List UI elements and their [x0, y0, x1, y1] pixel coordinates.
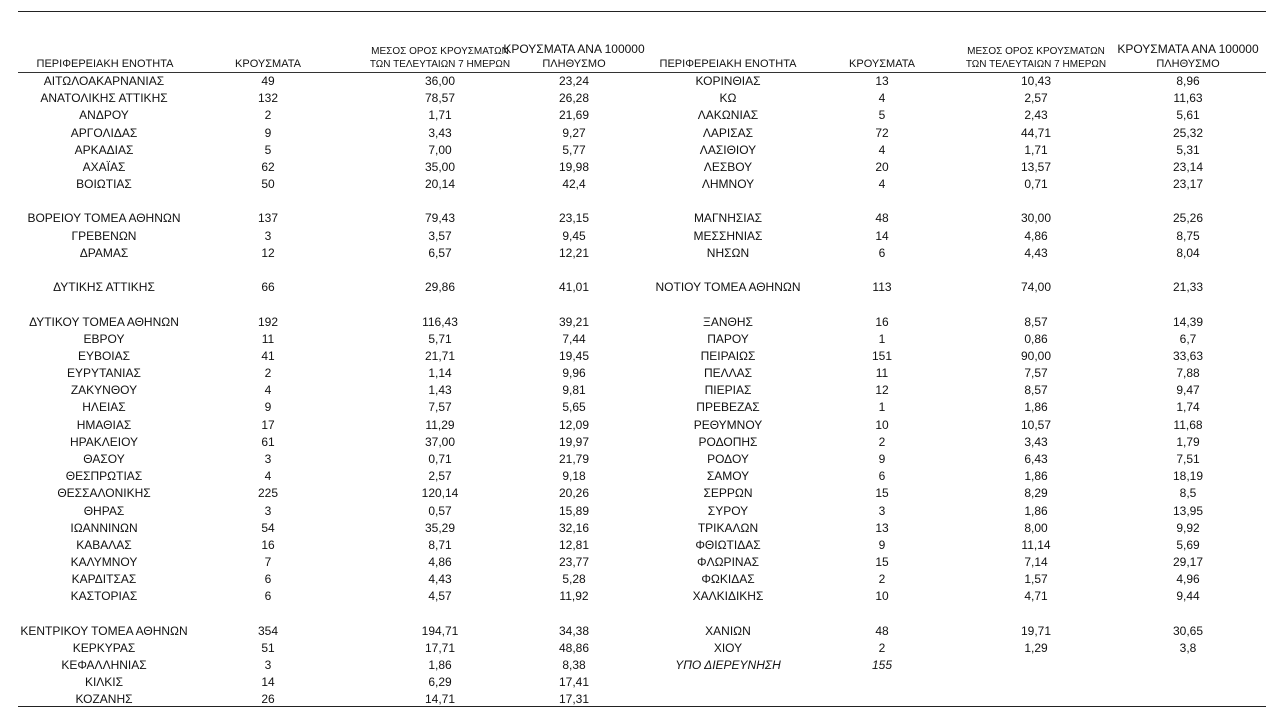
cell-per100k: 5,65	[562, 400, 586, 415]
cell-cases: 17	[261, 417, 275, 432]
cell-per100k: 8,96	[1176, 74, 1200, 88]
cell-region: ΖΑΚΥΝΘΟΥ	[70, 383, 138, 398]
cell-avg: 1,86	[1024, 503, 1048, 518]
cell-per100k: 34,38	[558, 623, 590, 638]
cell-avg: 44,71	[1020, 125, 1052, 140]
cell-avg: 1,86	[1024, 400, 1048, 415]
cell-cases: 1	[878, 400, 886, 415]
right-header-cases: ΚΡΟΥΣΜΑΤΑ	[849, 58, 915, 70]
cell-region: ΞΑΝΘΗΣ	[703, 314, 753, 329]
cell-avg: 1,71	[1024, 142, 1048, 157]
cell-region: ΜΕΣΣΗΝΙΑΣ	[693, 228, 763, 243]
cell-region: ΒΟΡΕΙΟΥ ΤΟΜΕΑ ΑΘΗΝΩΝ	[27, 211, 181, 226]
cell-avg: 4,86	[1024, 228, 1048, 243]
cell-per100k: 13,95	[1172, 503, 1204, 518]
cell-region: ΤΡΙΚΑΛΩΝ	[697, 520, 759, 535]
cell-per100k: 5,77	[562, 142, 586, 157]
cell-cases: 9	[264, 400, 272, 415]
cell-per100k: 9,27	[562, 125, 586, 140]
cell-avg: 3,43	[1024, 434, 1048, 449]
cell-cases: 6	[878, 245, 886, 260]
cell-avg: 4,57	[428, 589, 452, 604]
cell-per100k: 1,74	[1176, 400, 1200, 415]
cell-per100k: 9,92	[1176, 520, 1200, 535]
cell-cases: 137	[257, 211, 279, 226]
cell-cases: 16	[875, 314, 889, 329]
cell-avg: 1,29	[1024, 640, 1048, 655]
cell-cases: 12	[261, 245, 275, 260]
cell-avg: 13,57	[1020, 159, 1052, 174]
cell-cases: 3	[264, 228, 272, 243]
cell-cases: 16	[261, 537, 275, 552]
cell-cases: 5	[878, 108, 886, 123]
cell-region: ΚΟΖΑΝΗΣ	[75, 692, 133, 707]
cell-region: ΚΟΡΙΝΘΙΑΣ	[695, 74, 761, 88]
cell-region: ΚΕΝΤΡΙΚΟΥ ΤΟΜΕΑ ΑΘΗΝΩΝ	[20, 623, 188, 638]
cell-region: ΘΕΣΣΑΛΟΝΙΚΗΣ	[57, 486, 151, 501]
cell-per100k: 17,31	[558, 692, 590, 707]
cell-avg: 10,57	[1020, 417, 1052, 432]
cell-region: ΣΥΡΟΥ	[707, 503, 749, 518]
cell-per100k: 19,97	[558, 434, 590, 449]
cell-avg: 37,00	[424, 434, 456, 449]
cell-avg: 1,86	[428, 658, 452, 673]
cell-per100k: 8,38	[562, 658, 586, 673]
cell-region: ΧΑΝΙΩΝ	[705, 623, 751, 638]
cell-region: ΧΑΛΚΙΔΙΚΗΣ	[692, 589, 764, 604]
cell-cases: 11	[261, 331, 275, 346]
cell-avg: 116,43	[422, 314, 458, 329]
cell-cases: 9	[878, 537, 886, 552]
cell-per100k: 29,17	[1172, 555, 1204, 570]
cell-avg: 3,57	[428, 228, 452, 243]
cell-region: ΚΑΣΤΟΡΙΑΣ	[70, 589, 138, 604]
cell-avg: 2,57	[428, 469, 452, 484]
cell-region: ΙΩΑΝΝΙΝΩΝ	[70, 520, 138, 535]
cell-avg: 11,29	[425, 417, 455, 432]
cell-region: ΡΟΔΟΠΗΣ	[698, 434, 758, 449]
cell-avg: 11,14	[1021, 537, 1051, 552]
cell-avg: 8,29	[1024, 486, 1048, 501]
cell-per100k: 23,14	[1172, 159, 1204, 174]
cell-region: ΚΕΦΑΛΛΗΝΙΑΣ	[61, 658, 147, 673]
cell-region: ΑΝΔΡΟΥ	[79, 108, 129, 123]
cell-avg: 1,14	[428, 366, 452, 381]
cell-avg: 7,57	[1024, 366, 1048, 381]
cell-region: ΚΑΛΥΜΝΟΥ	[70, 555, 138, 570]
cell-per100k: 23,77	[558, 555, 590, 570]
cell-cases: 10	[875, 417, 889, 432]
cell-region: ΛΑΣΙΘΙΟΥ	[699, 142, 757, 157]
cell-per100k: 4,96	[1176, 572, 1200, 587]
cell-cases: 2	[878, 572, 886, 587]
cell-per100k: 9,81	[562, 383, 586, 398]
cell-region: ΕΥΡΥΤΑΝΙΑΣ	[67, 366, 141, 381]
cell-cases: 151	[871, 348, 893, 363]
cell-per100k: 9,44	[1176, 589, 1200, 604]
cell-avg: 90,00	[1020, 348, 1052, 363]
left-header-avg-line1: ΜΕΣΟΣ ΟΡΟΣ ΚΡΟΥΣΜΑΤΩΝ	[371, 46, 509, 57]
cell-cases: 4	[264, 383, 272, 398]
cell-avg: 1,86	[1024, 469, 1048, 484]
cell-cases: 4	[878, 177, 886, 192]
cell-avg: 6,57	[428, 245, 452, 260]
cell-region: ΣΕΡΡΩΝ	[703, 486, 753, 501]
cell-avg: 4,86	[428, 555, 452, 570]
cell-region: ΚΑΡΔΙΤΣΑΣ	[71, 572, 137, 587]
cell-per100k: 23,15	[558, 211, 590, 226]
cell-region: ΠΕΙΡΑΙΩΣ	[700, 348, 756, 363]
cell-per100k: 30,65	[1172, 623, 1204, 638]
cell-cases: 9	[264, 125, 272, 140]
cell-per100k: 11,68	[1173, 417, 1203, 432]
cell-avg: 5,71	[428, 331, 452, 346]
cell-avg: 17,71	[424, 640, 456, 655]
cell-cases: 15	[875, 486, 889, 501]
cell-per100k: 15,89	[558, 503, 590, 518]
cell-per100k: 7,88	[1176, 366, 1200, 381]
cell-per100k: 21,33	[1172, 280, 1204, 295]
cell-per100k: 8,75	[1176, 228, 1200, 243]
cell-cases: 3	[264, 658, 272, 673]
cell-avg: 30,00	[1020, 211, 1052, 226]
cell-region: ΘΕΣΠΡΩΤΙΑΣ	[65, 469, 143, 484]
cell-region: ΑΡΚΑΔΙΑΣ	[74, 142, 134, 157]
cell-per100k: 12,21	[558, 245, 590, 260]
cell-region: ΝΗΣΩΝ	[706, 245, 750, 260]
cell-cases: 3	[878, 503, 886, 518]
cell-region: ΦΩΚΙΔΑΣ	[701, 572, 755, 587]
cell-avg: 20,14	[424, 177, 456, 192]
cell-avg: 1,43	[428, 383, 452, 398]
cell-per100k: 14,39	[1172, 314, 1204, 329]
cell-per100k: 25,26	[1172, 211, 1204, 226]
cell-cases: 12	[875, 383, 889, 398]
cell-avg: 6,43	[1024, 451, 1048, 466]
cell-per100k: 19,98	[558, 159, 590, 174]
cell-cases: 9	[878, 451, 886, 466]
top-rule	[18, 11, 1266, 12]
left-header-region: ΠΕΡΙΦΕΡΕΙΑΚΗ ΕΝΟΤΗΤΑ	[36, 58, 174, 70]
cell-cases: 3	[264, 451, 272, 466]
cell-avg: 0,71	[1024, 177, 1048, 192]
cell-avg: 4,43	[1024, 245, 1048, 260]
cell-per100k: 26,28	[558, 91, 590, 106]
cell-region: ΑΧΑΪΑΣ	[82, 159, 126, 174]
cell-region: ΘΗΡΑΣ	[83, 503, 125, 518]
cell-avg: 10,43	[1020, 74, 1052, 88]
cell-cases: 2	[878, 434, 886, 449]
cell-region: ΡΟΔΟΥ	[707, 451, 749, 466]
cell-per100k: 21,69	[558, 108, 590, 123]
cell-cases: 354	[257, 623, 279, 638]
cell-per100k: 3,8	[1179, 640, 1197, 655]
cell-cases: 54	[261, 520, 275, 535]
cell-per100k: 11,92	[559, 589, 589, 604]
cell-cases: 225	[257, 486, 279, 501]
left-header-per100k-line2: ΠΛΗΘΥΣΜΟ	[542, 58, 606, 70]
cell-region: ΝΟΤΙΟΥ ΤΟΜΕΑ ΑΘΗΝΩΝ	[655, 280, 801, 295]
cell-cases: 11	[875, 366, 889, 381]
cell-region: ΦΛΩΡΙΝΑΣ	[697, 555, 759, 570]
cell-region: ΣΑΜΟΥ	[706, 469, 750, 484]
cell-cases: 72	[875, 125, 889, 140]
cell-region: ΕΥΒΟΙΑΣ	[77, 348, 131, 363]
cell-cases: 48	[875, 623, 889, 638]
right-header-avg-line1: ΜΕΣΟΣ ΟΡΟΣ ΚΡΟΥΣΜΑΤΩΝ	[967, 46, 1105, 57]
cell-region: ΛΑΚΩΝΙΑΣ	[697, 108, 759, 123]
cell-region: ΥΠΟ ΔΙΕΡΕΥΝΗΣΗ	[675, 658, 781, 673]
cell-avg: 8,00	[1024, 520, 1048, 535]
cell-cases: 3	[264, 503, 272, 518]
cell-cases: 14	[875, 228, 889, 243]
cell-cases: 6	[264, 572, 272, 587]
cell-region: ΚΕΡΚΥΡΑΣ	[72, 640, 136, 655]
cell-cases: 10	[875, 589, 889, 604]
cell-region: ΔΥΤΙΚΗΣ ΑΤΤΙΚΗΣ	[53, 280, 155, 295]
cell-avg: 78,57	[424, 91, 456, 106]
cell-cases: 14	[261, 675, 275, 690]
right-header-avg-line2: ΤΩΝ ΤΕΛΕΥΤΑΙΩΝ 7 ΗΜΕΡΩΝ	[965, 59, 1107, 70]
cell-avg: 0,86	[1024, 331, 1048, 346]
cell-cases: 1	[878, 331, 886, 346]
cell-region: ΔΡΑΜΑΣ	[79, 245, 129, 260]
cell-per100k: 1,79	[1176, 434, 1200, 449]
cell-avg: 74,00	[1020, 280, 1052, 295]
cell-avg: 14,71	[424, 692, 456, 707]
cell-region: ΚΑΒΑΛΑΣ	[76, 537, 132, 552]
cell-cases: 4	[878, 91, 886, 106]
cell-avg: 6,29	[428, 675, 452, 690]
right-header-region: ΠΕΡΙΦΕΡΕΙΑΚΗ ΕΝΟΤΗΤΑ	[659, 58, 797, 70]
cell-cases: 132	[257, 91, 279, 106]
cell-per100k: 39,21	[558, 314, 590, 329]
cell-avg: 35,00	[424, 159, 456, 174]
cell-avg: 2,57	[1024, 91, 1048, 106]
cell-cases: 6	[878, 469, 886, 484]
cell-avg: 0,71	[428, 451, 452, 466]
cell-per100k: 9,96	[562, 366, 586, 381]
header-rule	[18, 72, 1266, 73]
cell-region: ΚΙΛΚΙΣ	[84, 675, 124, 690]
cell-per100k: 5,31	[1176, 142, 1200, 157]
cell-per100k: 5,61	[1176, 108, 1200, 123]
cell-cases: 7	[264, 555, 272, 570]
cell-cases: 48	[875, 211, 889, 226]
cell-avg: 7,00	[428, 142, 452, 157]
cell-avg: 8,57	[1024, 314, 1048, 329]
cell-cases: 41	[261, 348, 275, 363]
cell-avg: 29,86	[424, 280, 456, 295]
cell-cases: 51	[261, 640, 275, 655]
cell-per100k: 17,41	[558, 675, 590, 690]
cell-cases: 113	[872, 280, 892, 295]
cell-avg: 1,57	[1024, 572, 1048, 587]
cell-region: ΠΙΕΡΙΑΣ	[704, 383, 752, 398]
cell-avg: 35,29	[424, 520, 456, 535]
cell-per100k: 19,45	[558, 348, 590, 363]
cell-per100k: 5,69	[1176, 537, 1200, 552]
cell-avg: 194,71	[421, 623, 459, 638]
cell-per100k: 9,47	[1176, 383, 1200, 398]
cell-region: ΒΟΙΩΤΙΑΣ	[76, 177, 132, 192]
cell-avg: 2,43	[1024, 108, 1048, 123]
cell-region: ΡΕΘΥΜΝΟΥ	[693, 417, 763, 432]
cell-cases: 62	[261, 159, 275, 174]
left-header-cases: ΚΡΟΥΣΜΑΤΑ	[235, 58, 301, 70]
cell-per100k: 18,19	[1172, 469, 1204, 484]
cell-cases: 192	[257, 314, 279, 329]
cell-avg: 36,00	[424, 74, 456, 88]
cell-region: ΠΕΛΛΑΣ	[703, 366, 753, 381]
cell-avg: 7,14	[1024, 555, 1048, 570]
cell-cases: 5	[264, 142, 272, 157]
cell-cases: 13	[875, 520, 889, 535]
cell-per100k: 8,5	[1179, 486, 1197, 501]
cell-region: ΕΒΡΟΥ	[83, 331, 125, 346]
cell-cases: 155	[871, 658, 893, 673]
cell-per100k: 11,63	[1173, 91, 1203, 106]
cell-cases: 15	[875, 555, 889, 570]
cell-avg: 21,71	[424, 348, 456, 363]
cell-cases: 26	[261, 692, 275, 707]
cell-avg: 4,71	[1024, 589, 1048, 604]
cell-per100k: 33,63	[1172, 348, 1204, 363]
cell-avg: 1,71	[428, 108, 452, 123]
cell-region: ΗΜΑΘΙΑΣ	[76, 417, 132, 432]
cell-cases: 49	[261, 74, 275, 88]
cell-per100k: 8,04	[1176, 245, 1200, 260]
cell-cases: 66	[261, 280, 275, 295]
cell-avg: 4,43	[428, 572, 452, 587]
cell-per100k: 23,24	[558, 74, 590, 88]
cell-per100k: 23,17	[1172, 177, 1204, 192]
cell-cases: 20	[875, 159, 889, 174]
cell-per100k: 7,44	[562, 331, 586, 346]
cell-per100k: 20,26	[558, 486, 590, 501]
cell-region: ΛΗΜΝΟΥ	[701, 177, 755, 192]
cell-region: ΔΥΤΙΚΟΥ ΤΟΜΕΑ ΑΘΗΝΩΝ	[29, 314, 179, 329]
cell-region: ΗΛΕΙΑΣ	[82, 400, 126, 415]
cell-region: ΑΝΑΤΟΛΙΚΗΣ ΑΤΤΙΚΗΣ	[40, 91, 168, 106]
cell-region: ΛΕΣΒΟΥ	[703, 159, 753, 174]
cell-per100k: 5,28	[562, 572, 586, 587]
cell-cases: 4	[878, 142, 886, 157]
bottom-rule	[18, 706, 1266, 707]
cell-cases: 61	[261, 434, 275, 449]
cell-per100k: 9,18	[562, 469, 586, 484]
cell-avg: 3,43	[428, 125, 452, 140]
cell-cases: 2	[878, 640, 886, 655]
cell-region: ΚΩ	[719, 91, 737, 106]
cell-region: ΓΡΕΒΕΝΩΝ	[71, 228, 137, 243]
cell-region: ΛΑΡΙΣΑΣ	[702, 125, 754, 140]
cell-avg: 7,57	[428, 400, 452, 415]
cell-region: ΠΡΕΒΕΖΑΣ	[696, 400, 760, 415]
cell-cases: 6	[264, 589, 272, 604]
cell-per100k: 9,45	[562, 228, 586, 243]
cell-per100k: 12,81	[558, 537, 590, 552]
cell-region: ΑΡΓΟΛΙΔΑΣ	[70, 125, 138, 140]
cell-cases: 4	[264, 469, 272, 484]
cell-per100k: 12,09	[558, 417, 590, 432]
cell-region: ΗΡΑΚΛΕΙΟΥ	[69, 434, 139, 449]
cell-per100k: 25,32	[1172, 125, 1204, 140]
cell-avg: 8,71	[428, 537, 452, 552]
cell-region: ΦΘΙΩΤΙΔΑΣ	[695, 537, 761, 552]
cell-region: ΑΙΤΩΛΟΑΚΑΡΝΑΝΙΑΣ	[43, 74, 165, 88]
cell-cases: 2	[264, 366, 272, 381]
cell-cases: 2	[264, 108, 272, 123]
cell-region: ΧΙΟΥ	[713, 640, 743, 655]
left-header-avg-line2: ΤΩΝ ΤΕΛΕΥΤΑΙΩΝ 7 ΗΜΕΡΩΝ	[369, 59, 511, 70]
cell-per100k: 7,51	[1176, 451, 1200, 466]
cell-per100k: 42,4	[562, 177, 586, 192]
cell-avg: 79,43	[424, 211, 456, 226]
cell-region: ΘΑΣΟΥ	[83, 451, 125, 466]
cell-avg: 19,71	[1020, 623, 1052, 638]
cell-per100k: 41,01	[558, 280, 590, 295]
right-header-per100k-line2: ΠΛΗΘΥΣΜΟ	[1156, 58, 1220, 70]
cell-avg: 0,57	[428, 503, 452, 518]
cell-per100k: 48,86	[558, 640, 590, 655]
cell-avg: 8,57	[1024, 383, 1048, 398]
cell-per100k: 32,16	[558, 520, 590, 535]
cell-avg: 120,14	[421, 486, 459, 501]
cell-region: ΜΑΓΝΗΣΙΑΣ	[693, 211, 763, 226]
cell-cases: 50	[261, 177, 275, 192]
cell-cases: 13	[875, 74, 889, 88]
cell-per100k: 6,7	[1179, 331, 1197, 346]
cell-per100k: 21,79	[558, 451, 590, 466]
right-header-per100k-line1: ΚΡΟΥΣΜΑΤΑ ΑΝΑ 100000	[1117, 42, 1259, 56]
left-header-per100k-line1: ΚΡΟΥΣΜΑΤΑ ΑΝΑ 100000	[503, 42, 645, 56]
cell-region: ΠΑΡΟΥ	[707, 331, 749, 346]
